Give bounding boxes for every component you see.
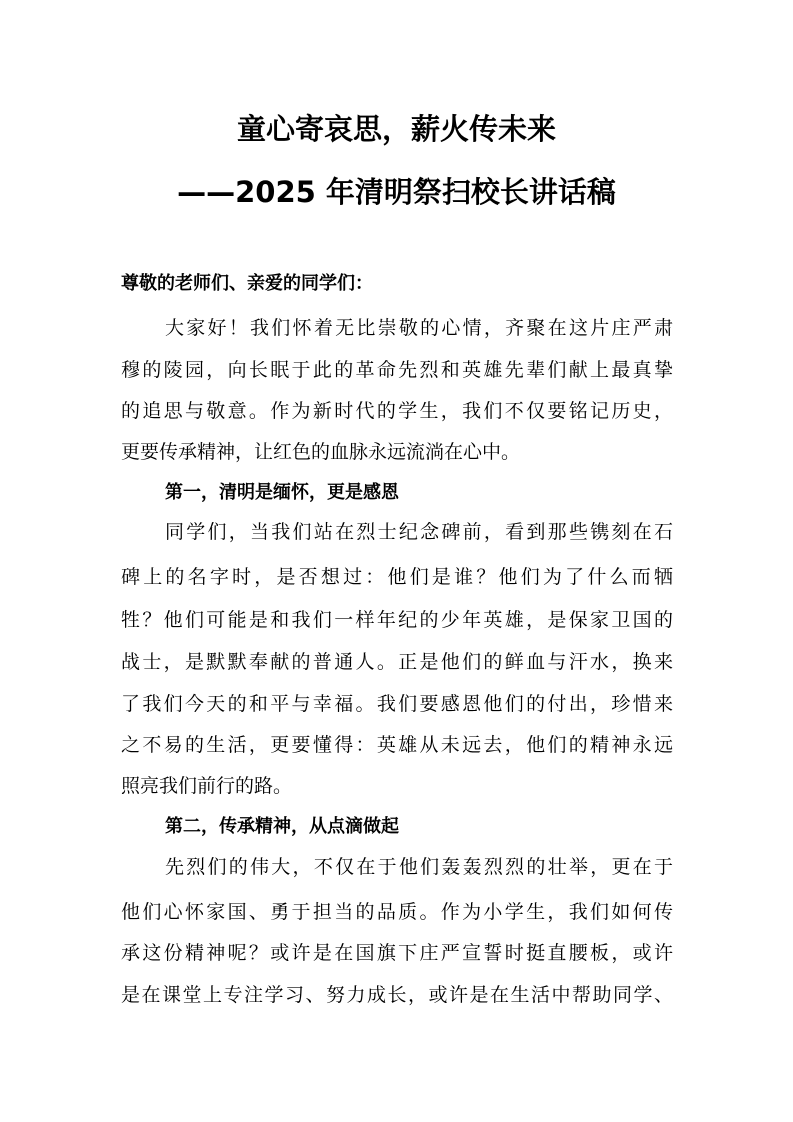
section-heading-1: 第一，清明是缅怀，更是感恩	[165, 482, 399, 503]
paragraph-line: 了我们今天的和平与幸福。我们要感恩他们的付出，珍惜来	[121, 693, 673, 715]
section-heading-2: 第二，传承精神，从点滴做起	[165, 816, 399, 837]
paragraph-line: 战士，是默默奉献的普通人。正是他们的鲜血与汗水，换来	[121, 651, 673, 673]
paragraph-line: 之不易的生活，更要懂得：英雄从未远去，他们的精神永远	[121, 734, 673, 756]
paragraph-line: 大家好！我们怀着无比崇敬的心情，齐聚在这片庄严肃	[165, 317, 673, 339]
paragraph-line: 穆的陵园，向长眠于此的革命先烈和英雄先辈们献上最真挚	[121, 359, 673, 381]
paragraph-line: 是在课堂上专注学习、努力成长，或许是在生活中帮助同学、	[121, 984, 673, 1006]
paragraph-line: 他们心怀家国、勇于担当的品质。作为小学生，我们如何传	[121, 901, 673, 923]
document-subtitle: ——2025 年清明祭扫校长讲话稿	[177, 175, 616, 209]
paragraph-line: 同学们，当我们站在烈士纪念碑前，看到那些镌刻在石	[165, 521, 673, 543]
paragraph-line: 碑上的名字时，是否想过：他们是谁？他们为了什么而牺	[121, 566, 673, 588]
paragraph-line: 照亮我们前行的路。	[121, 775, 293, 797]
salutation: 尊敬的老师们、亲爱的同学们：	[121, 273, 373, 294]
paragraph-line: 承这份精神呢？或许是在国旗下庄严宣誓时挺直腰板，或许	[121, 942, 673, 964]
paragraph-line: 的追思与敬意。作为新时代的学生，我们不仅要铭记历史，	[121, 400, 673, 422]
paragraph-line: 先烈们的伟大，不仅在于他们轰轰烈烈的壮举，更在于	[165, 856, 673, 878]
paragraph-line: 更要传承精神，让红色的血脉永远流淌在心中。	[121, 441, 521, 463]
document-title: 童心寄哀思，薪火传未来	[236, 112, 556, 146]
paragraph-line: 牲？他们可能是和我们一样年纪的少年英雄，是保家卫国的	[121, 609, 673, 631]
